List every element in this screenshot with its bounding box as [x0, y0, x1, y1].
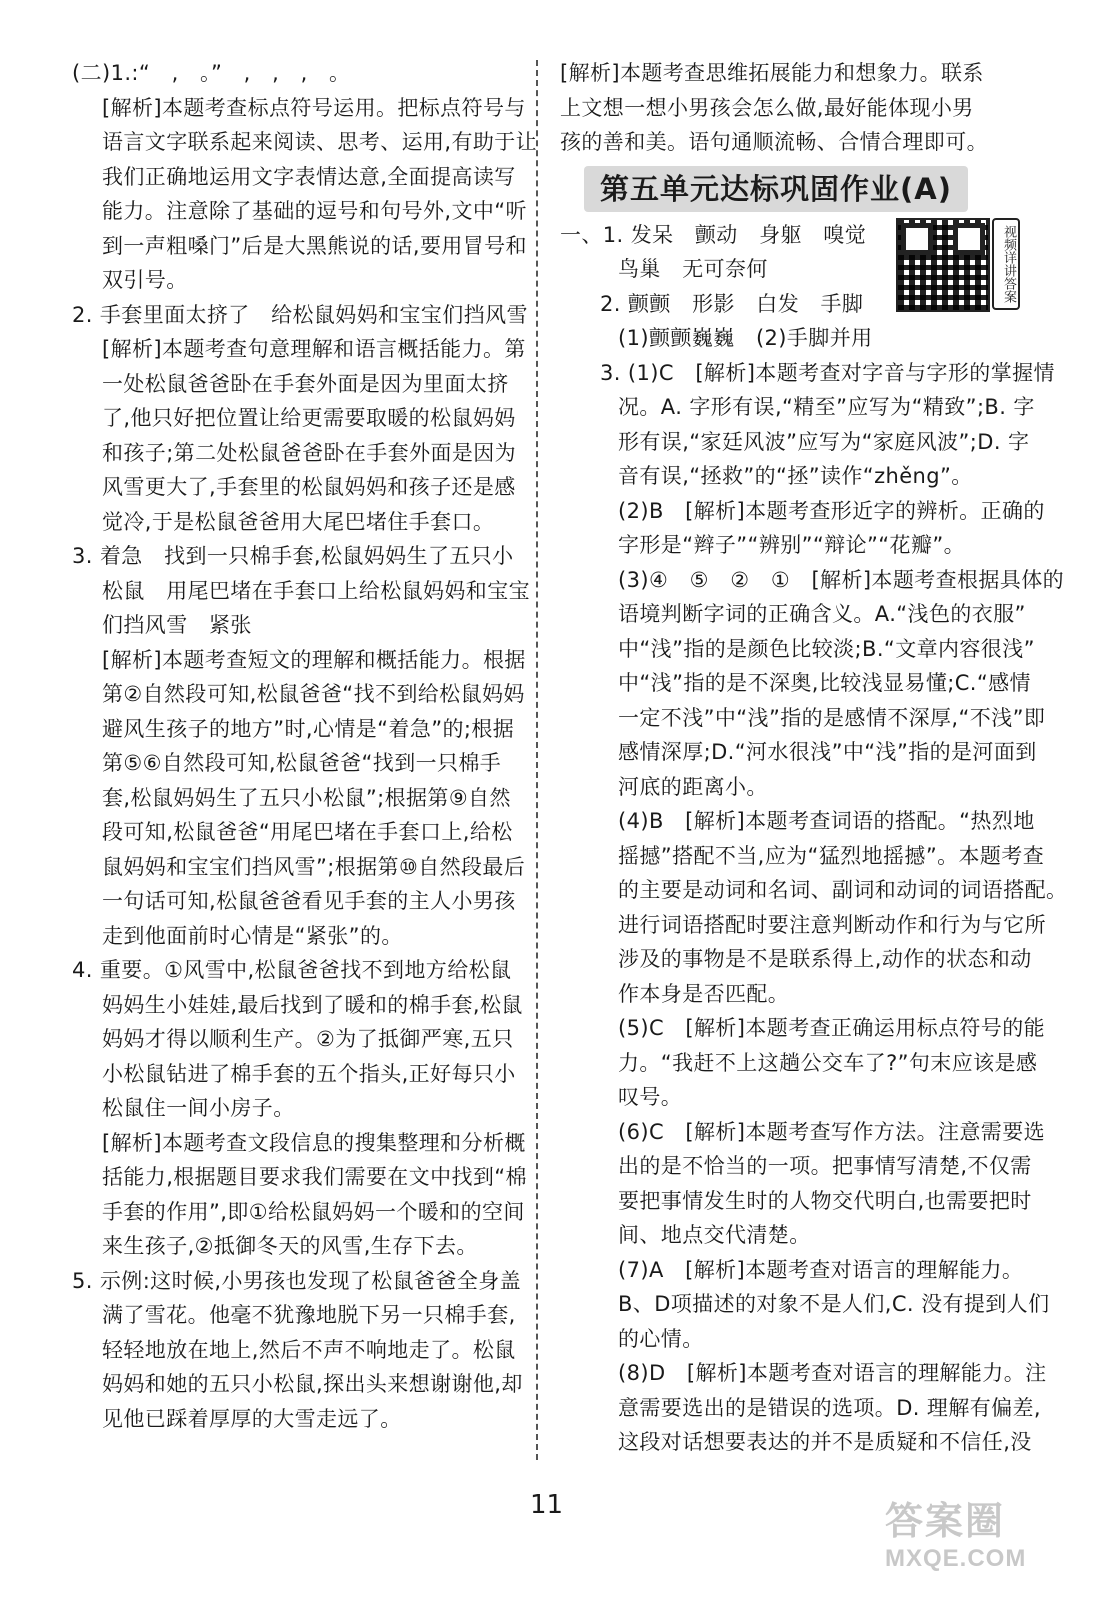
text-line: 见他已踩着厚厚的大雪走远了。 [102, 1406, 402, 1431]
text-line: 4. 重要。①风雪中,松鼠爸爸找不到地方给松鼠 [72, 958, 512, 982]
text-line: 5. 示例:这时候,小男孩也发现了松鼠爸爸全身盖 [72, 1268, 522, 1293]
text-line: 力。“我赶不上这趟公交车了?”句末应该是感 [618, 1050, 1038, 1075]
text-line: 小松鼠钻进了棉手套的五个指头,正好每只小 [102, 1061, 516, 1086]
text-line: [解析]本题考查文段信息的搜集整理和分析概 [102, 1130, 526, 1155]
text-line: [解析]本题考查思维拓展能力和想象力。联系 [560, 61, 984, 85]
text-line: 第⑤⑥自然段可知,松鼠爸爸“找到一只棉手 [102, 751, 502, 775]
text-line: 间、地点交代清楚。 [618, 1223, 811, 1247]
text-line: (4)B [解析]本题考查词语的搭配。“热烈地 [618, 809, 1035, 833]
text-line: 2. 手套里面太挤了 给松鼠妈妈和宝宝们挡风雪 [72, 302, 528, 327]
text-line: 这段对话想要表达的并不是质疑和不信任,没 [618, 1430, 1032, 1454]
text-line: (1)颤颤巍巍 (2)手脚并用 [618, 326, 873, 350]
text-line: 套,松鼠妈妈生了五只小松鼠”;根据第⑨自然 [102, 785, 511, 810]
text-line: 形有误,“家廷风波”应写为“家庭风波”;D. 字 [618, 429, 1030, 454]
text-line: 出的是不恰当的一项。把事情写清楚,不仅需 [618, 1154, 1032, 1178]
text-line: (2)B [解析]本题考查形近字的辨析。正确的 [618, 498, 1045, 523]
text-line: 中“浅”指的是不深奥,比较浅显易懂;C.“感情 [618, 671, 1031, 695]
text-line: 妈妈生小娃娃,最后找到了暖和的棉手套,松鼠 [102, 992, 523, 1017]
text-line: 涉及的事物是不是联系得上,动作的状态和动 [618, 947, 1032, 971]
text-line: 一句话可知,松鼠爸爸看见手套的主人小男孩 [102, 889, 516, 913]
text-line: 走到他面前时心情是“紧张”的。 [102, 923, 403, 948]
text-line: 满了雪花。他毫不犹豫地脱下另一只棉手套, [102, 1303, 516, 1327]
text-line: 能力。注意除了基础的逗号和句号外,文中“听 [102, 199, 527, 223]
text-line: (5)C [解析]本题考查正确运用标点符号的能 [618, 1016, 1045, 1040]
text-line: 第②自然段可知,松鼠爸爸“找不到给松鼠妈妈 [102, 682, 525, 706]
qr-code-icon[interactable] [896, 218, 990, 312]
text-line: 一、1. 发呆 颤动 身躯 嗅觉 [560, 222, 867, 247]
column-divider [536, 60, 538, 1460]
text-line: 进行词语搭配时要注意判断动作和行为与它所 [618, 912, 1046, 937]
text-line: 手套的作用”,即①给松鼠妈妈一个暖和的空间 [102, 1199, 525, 1224]
section-title: 第五单元达标巩固作业(A) [584, 166, 968, 212]
text-line: 孩的善和美。语句通顺流畅、合情合理即可。 [560, 130, 988, 154]
text-line: 了,他只好把位置让给更需要取暖的松鼠妈妈 [102, 406, 516, 430]
text-line: 避风生孩子的地方”时,心情是“着急”的;根据 [102, 716, 515, 741]
text-line: [解析]本题考查短文的理解和概括能力。根据 [102, 647, 526, 672]
watermark-url: MXQE.COM [885, 1545, 1027, 1572]
text-line: 来生孩子,②抵御冬天的风雪,生存下去。 [102, 1234, 478, 1258]
watermark-logo [885, 1490, 1075, 1573]
text-line: 作本身是否匹配。 [618, 981, 790, 1006]
text-line: 到一声粗嗓门”后是大黑熊说的话,要用冒号和 [102, 233, 527, 258]
text-line: 叹号。 [618, 1085, 683, 1109]
text-line: (7)A [解析]本题考查对语言的理解能力。 [618, 1257, 1024, 1282]
text-line: 摇撼”搭配不当,应为“猛烈地摇撼”。本题考查 [618, 843, 1045, 868]
text-line: 段可知,松鼠爸爸“用尾巴堵在手套口上,给松 [102, 820, 513, 844]
text-line: 鸟巢 无可奈何 [618, 257, 768, 281]
text-line: 松鼠住一间小房子。 [102, 1096, 295, 1120]
text-line: 语境判断字词的正确含义。A.“浅色的衣服” [618, 602, 1026, 626]
text-line: 中“浅”指的是颜色比较淡;B.“文章内容很浅” [618, 636, 1035, 661]
text-line: 一定不浅”中“浅”指的是感情不深厚,“不浅”即 [618, 705, 1046, 730]
text-line: 松鼠 用尾巴堵在手套口上给松鼠妈妈和宝宝 [102, 578, 530, 603]
text-line: 和孩子;第二处松鼠爸爸卧在手套外面是因为 [102, 440, 517, 465]
text-line: 意需要选出的是错误的选项。D. 理解有偏差, [618, 1395, 1041, 1420]
text-line: 感情深厚;D.“河水很浅”中“浅”指的是河面到 [618, 740, 1037, 764]
text-line: 要把事情发生时的人物交代明白,也需要把时 [618, 1188, 1032, 1213]
qr-code-label: 视频详讲答案 [992, 218, 1020, 310]
text-line: 2. 颤颤 形影 白发 手脚 [600, 291, 864, 316]
text-line: 上文想一想小男孩会怎么做,最好能体现小男 [560, 95, 974, 120]
text-line: 况。A. 字形有误,“精至”应写为“精致”;B. 字 [618, 395, 1035, 419]
text-line: 轻轻地放在地上,然后不声不响地走了。松鼠 [102, 1337, 516, 1362]
text-line: (二)1.:“ , 。” , , , 。 [72, 61, 351, 85]
text-line: 双引号。 [102, 268, 188, 292]
text-line: 觉冷,于是松鼠爸爸用大尾巴堵住手套口。 [102, 509, 495, 534]
text-line: 3. (1)C [解析]本题考查对字音与字形的掌握情 [600, 360, 1055, 385]
left-column [72, 56, 538, 1436]
text-line: 的主要是动词和名词、副词和动词的词语搭配。 [618, 878, 1068, 902]
page-number: 11 [529, 1490, 564, 1520]
text-line: [解析]本题考查标点符号运用。把标点符号与 [102, 95, 526, 120]
text-line: 字形是“辫子”“辨别”“辩论”“花瓣”。 [618, 533, 966, 557]
text-line: 河底的距离小。 [618, 774, 768, 799]
text-line: 的心情。 [618, 1326, 704, 1351]
text-line: (3)④ ⑤ ② ① [解析]本题考查根据具体的 [618, 567, 1065, 592]
text-line: 3. 着急 找到一只棉手套,松鼠妈妈生了五只小 [72, 544, 514, 568]
text-line: 一处松鼠爸爸卧在手套外面是因为里面太挤 [102, 371, 509, 396]
text-line: 括能力,根据题目要求我们需要在文中找到“棉 [102, 1165, 527, 1189]
text-line: 风雪更大了,手套里的松鼠妈妈和孩子还是感 [102, 475, 516, 499]
text-line: 们挡风雪 紧张 [102, 613, 252, 637]
text-line: 我们正确地运用文字表情达意,全面提高读写 [102, 164, 516, 189]
text-line: 妈妈才得以顺利生产。②为了抵御严寒,五只 [102, 1027, 514, 1051]
text-line: [解析]本题考查句意理解和语言概括能力。第 [102, 337, 526, 361]
text-line: (6)C [解析]本题考查写作方法。注意需要选 [618, 1119, 1045, 1144]
text-line: 音有误,“拯救”的“拯”读作“zhěng”。 [618, 464, 973, 488]
text-line: 妈妈和她的五只小松鼠,探出头来想谢谢他,却 [102, 1372, 523, 1396]
text-line: 语言文字联系起来阅读、思考、运用,有助于让 [102, 130, 538, 154]
watermark-title: 答案圈 [885, 1501, 1006, 1543]
text-line: B、D项描述的对象不是人们,C. 没有提到人们 [618, 1292, 1050, 1316]
text-line: (8)D [解析]本题考查对语言的理解能力。注 [618, 1361, 1047, 1385]
text-line: 鼠妈妈和宝宝们挡风雪”;根据第⑩自然段最后 [102, 854, 526, 879]
